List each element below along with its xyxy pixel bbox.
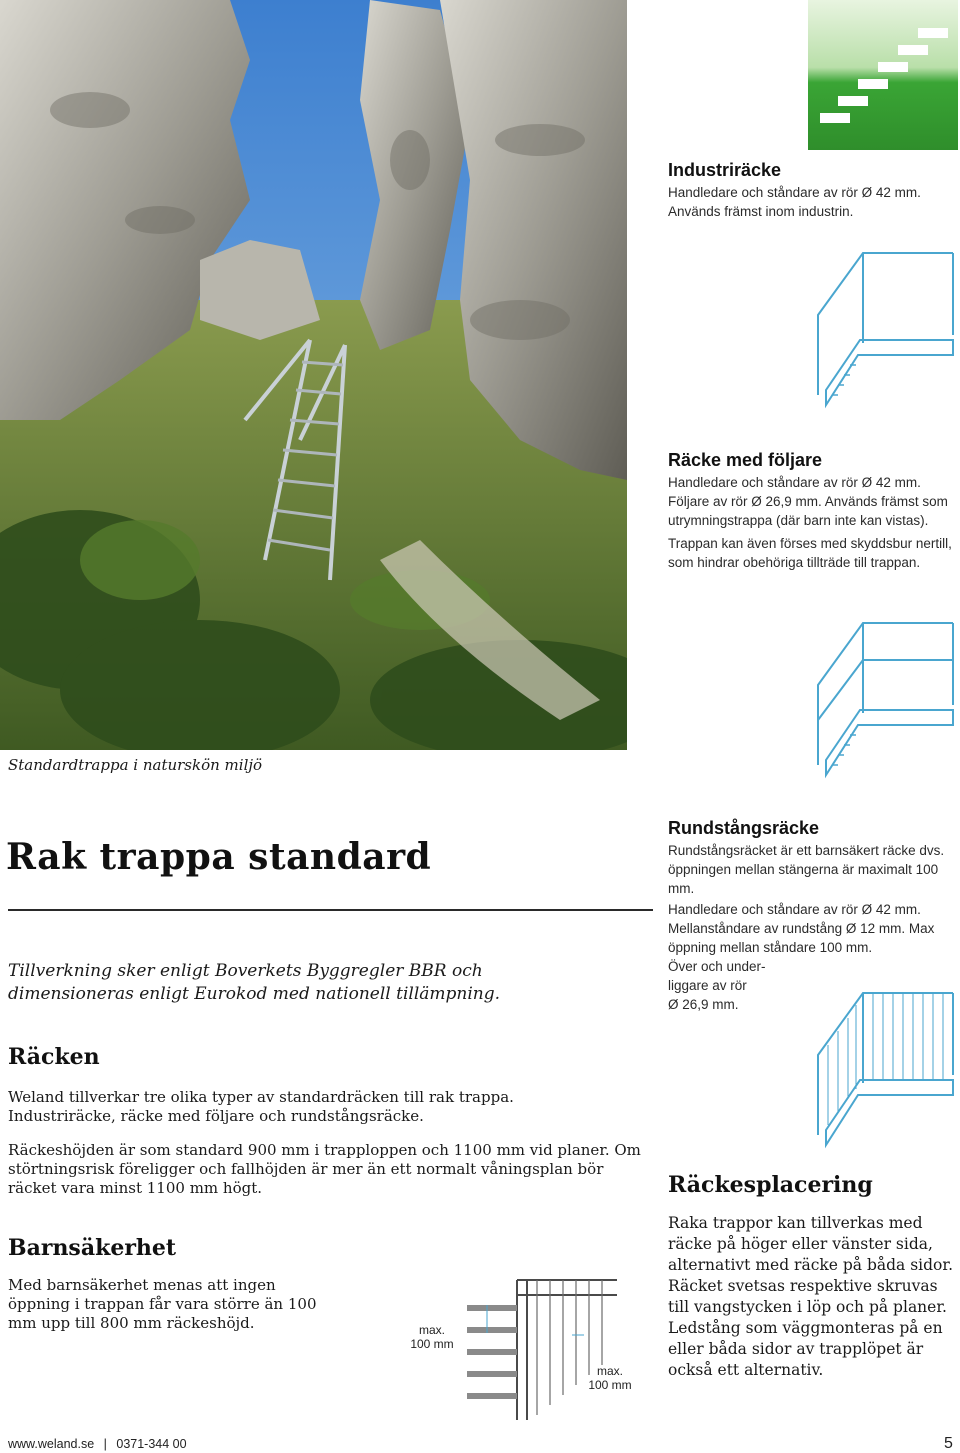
foljare-title: Räcke med följare [668, 450, 823, 470]
footer-website[interactable]: www.weland.se [8, 1437, 95, 1451]
industri-text: Handledare och ståndare av rör Ø 42 mm. Används främst inom industrin. [668, 185, 921, 219]
child-safety-heading: Barnsäkerhet [8, 1235, 177, 1261]
foljare-text-1: Handledare och ståndare av rör Ø 42 mm. Följare av rör Ø 26,9 mm. Används främst som utrymningstrappa (där barn inte kan vistas). [668, 475, 948, 528]
dimension-label-right: max. 100 mm [588, 1364, 632, 1392]
industri-railing-drawing [808, 245, 958, 415]
industri-section [668, 160, 958, 221]
title-rule [8, 909, 653, 911]
page-number: 5 [944, 1435, 953, 1452]
industri-title: Industriräcke [668, 160, 782, 180]
footer-divider: | [103, 1437, 107, 1451]
rundstang-text-2: Handledare och ståndare av rör Ø 42 mm. Mellanståndare av rundstång Ø 12 mm. Max öppning mellan ståndare 100 mm. [668, 902, 935, 955]
footer-phone: 0371-344 00 [116, 1437, 187, 1451]
child-safety-text: Med barnsäkerhet menas att ingen öppning i trappan får vara större än 100 mm upp till 800 mm räckeshöjd. [8, 1276, 317, 1332]
railings-heading: Räcken [8, 1044, 100, 1070]
intro-text: Tillverkning sker enligt Boverkets Byggregler BBR och dimensioneras enligt Eurokod med nationell tillämpning. [8, 961, 501, 1004]
weland-stair-logo [808, 0, 958, 150]
foljare-text-2: Trappan kan även förses med skyddsbur nertill, som hindrar obehöriga tillträde till trappan. [668, 536, 952, 570]
rundstang-text-3a: Över och under- [668, 959, 766, 974]
placement-text: Raka trappor kan tillverkas med räcke på höger eller vänster sida, alternativt med räcke på båda sidor. Räcket svetsas respektive skruvas till vangstycken i löp och på planer. Ledstång som väggmonteras på en eller båda sidor av trapplöpet är också ett alternativ. [668, 1214, 954, 1379]
placement-heading: Räckesplacering [668, 1172, 873, 1198]
dimension-label-left: max. 100 mm [410, 1323, 454, 1351]
foljare-railing-drawing [808, 615, 958, 785]
railings-text-2: Räckeshöjden är som standard 900 mm i trapploppen och 1100 mm vid planer. Om störtningsrisk föreligger och fallhöjden är mer än ett normalt våningsplan bör räcket vara minst 1100 mm högt. [8, 1141, 641, 1197]
rundstang-text-3b: liggare av rör [668, 978, 747, 993]
child-safety-railing-drawing [462, 1275, 622, 1425]
rundstang-text-3c: Ø 26,9 mm. [668, 997, 739, 1012]
rundstang-railing-drawing [808, 985, 958, 1155]
rundstang-text-1: Rundstångsräcket är ett barnsäkert räcke dvs. öppningen mellan stängerna är maximalt 100 mm. [668, 843, 945, 896]
landscape-photo [0, 0, 627, 750]
rundstang-title: Rundstångsräcke [668, 818, 820, 838]
railings-text-1: Weland tillverkar tre olika typer av standardräcken till rak trappa. Industriräcke, räcke med följare och rundstångsräcke. [8, 1088, 514, 1125]
footer [8, 1437, 187, 1451]
page-title: Rak trappa standard [6, 836, 432, 878]
foljare-section [668, 450, 958, 572]
photo-caption: Standardtrappa i naturskön miljö [8, 756, 263, 774]
